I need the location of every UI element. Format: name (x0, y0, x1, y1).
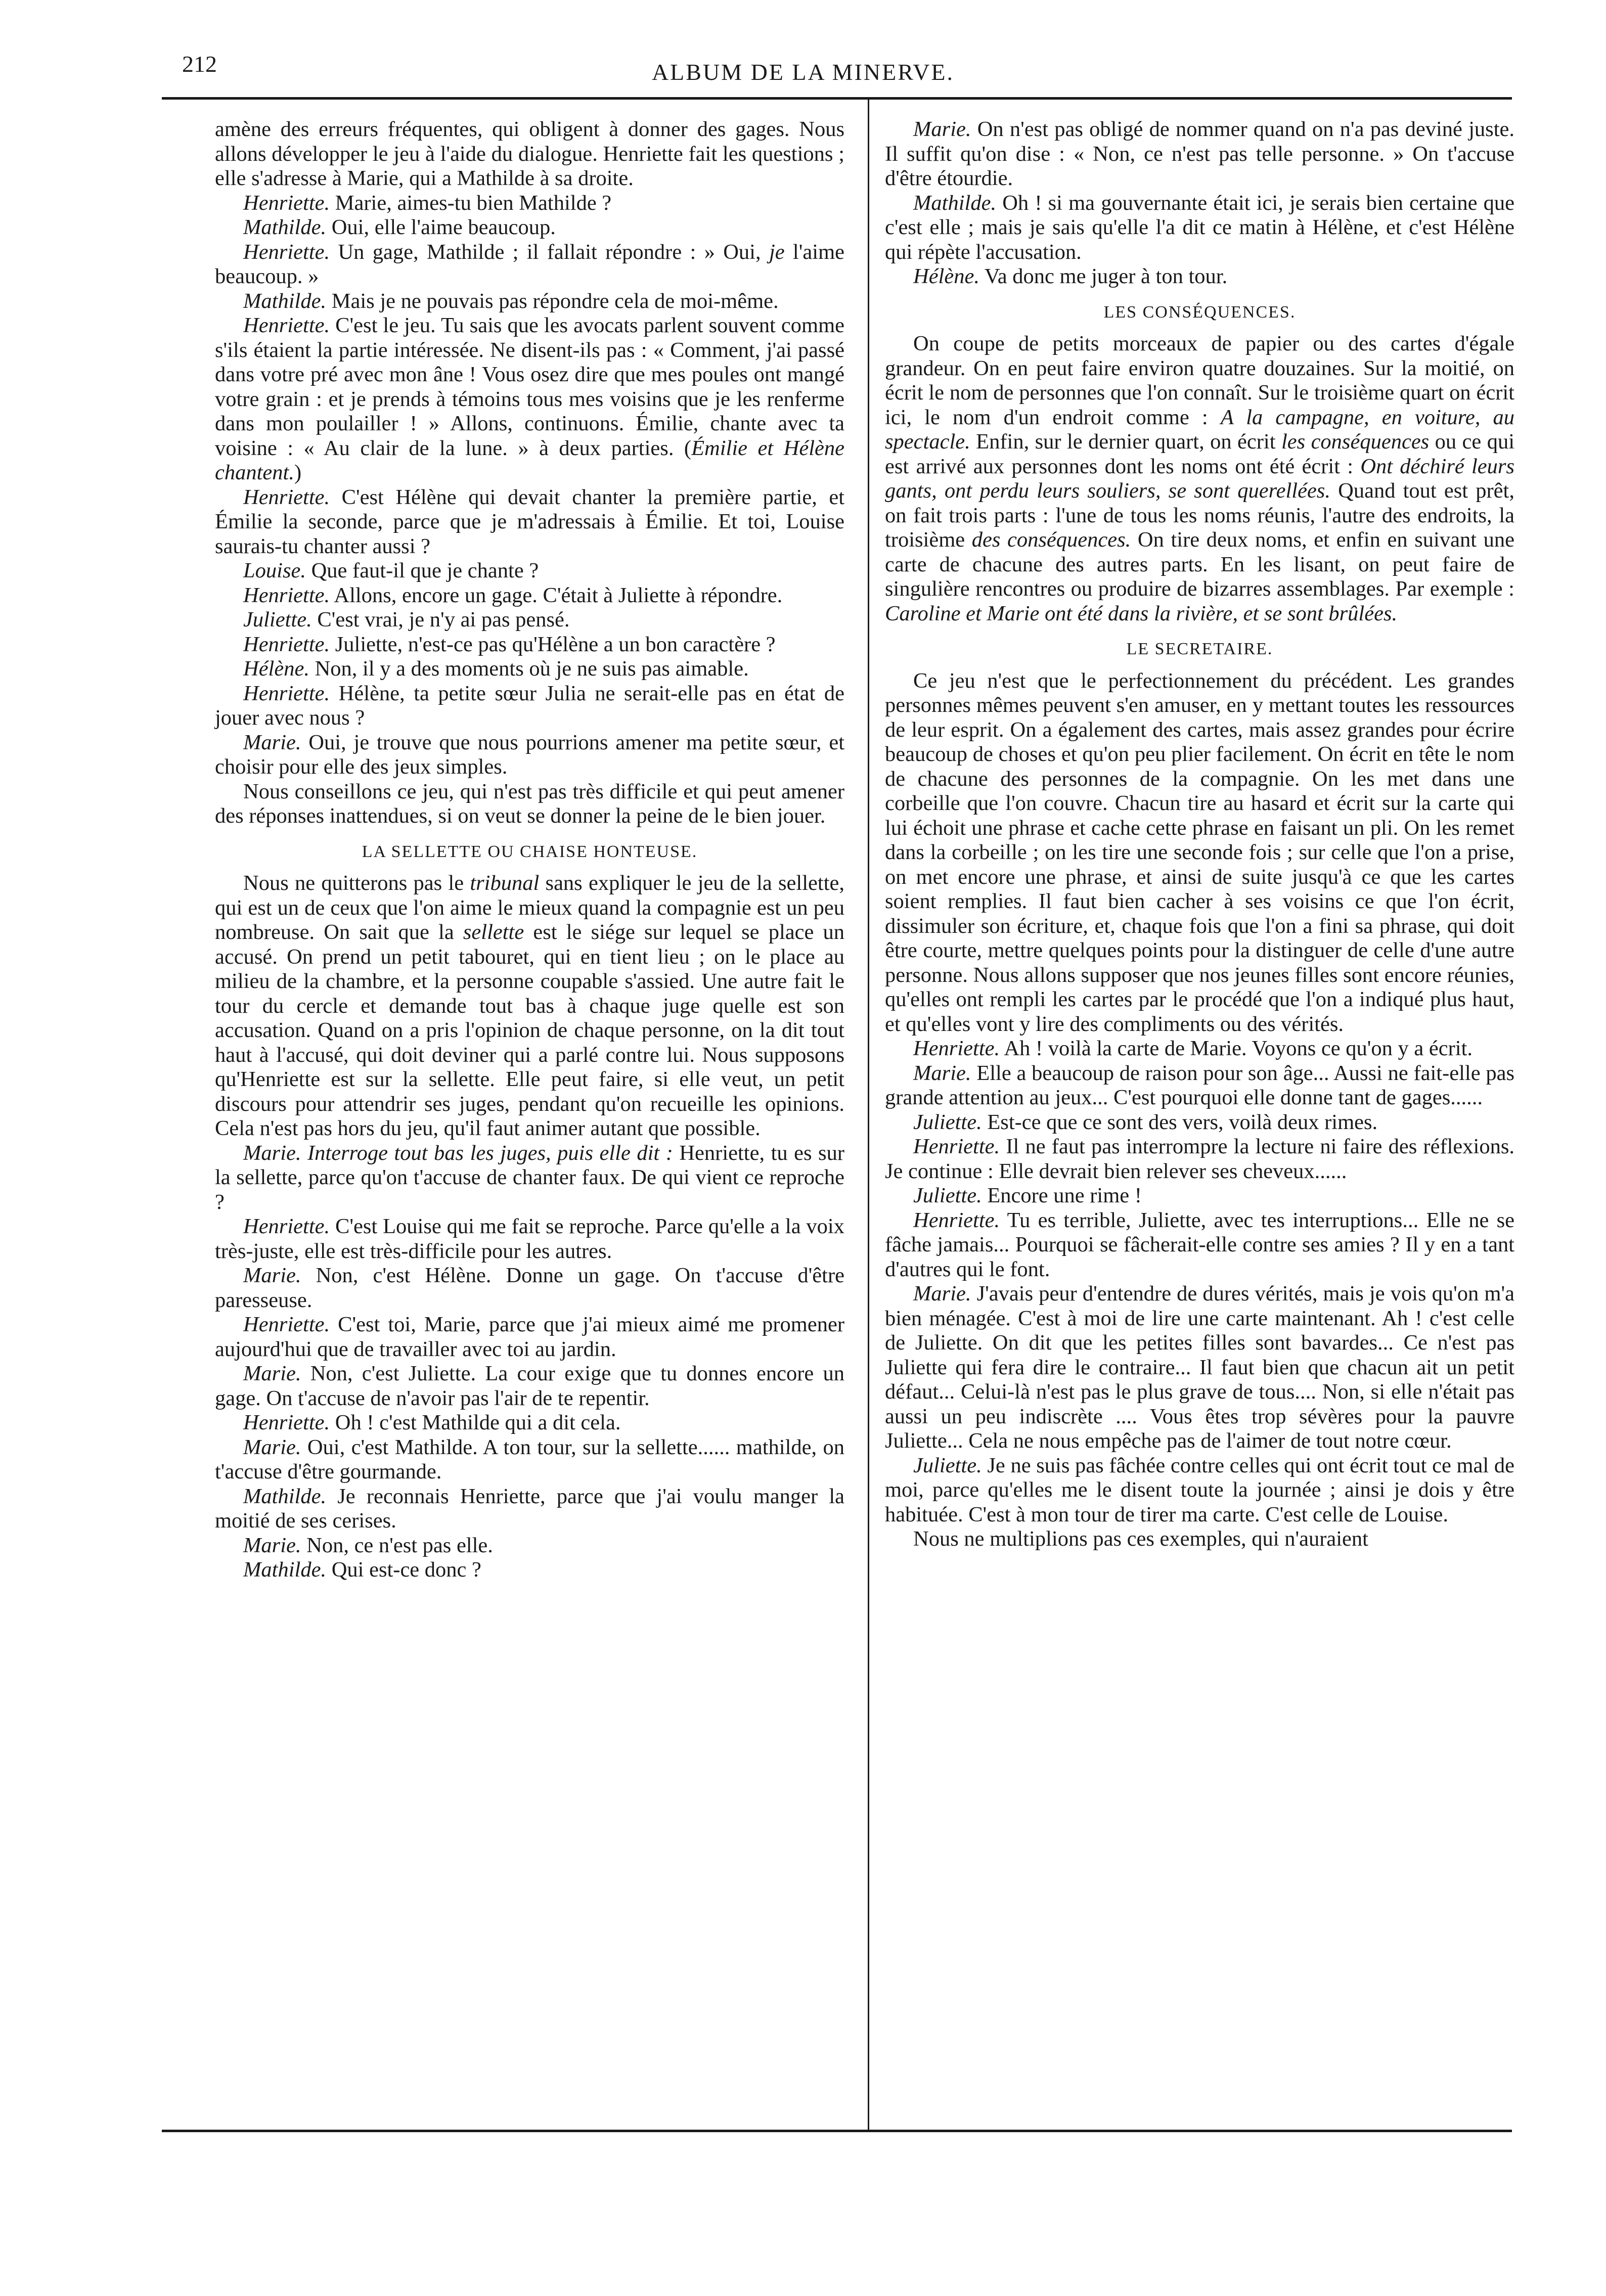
paragraph (215, 1435, 844, 1484)
italic-text: Ont déchiré leurs gants, ont perdu leurs souliers, se sont querellées. (885, 454, 1514, 503)
text-run: Mais je ne pouvais pas répondre cela de moi-même. (326, 289, 779, 313)
paragraph (885, 1110, 1514, 1135)
italic-text: Henriette. (243, 240, 330, 264)
italic-text: Émilie et Hélène chantent. (215, 436, 844, 484)
paragraph (885, 669, 1514, 1037)
paragraph (885, 1184, 1514, 1208)
text-run: ou ce qui est arrivé aux personnes dont les noms ont été écrit : (885, 430, 1514, 478)
paragraph (215, 559, 844, 583)
text-run: Non, ce n'est pas elle. (301, 1533, 493, 1557)
italic-text: Henriette. (913, 1135, 1000, 1158)
paragraph (215, 731, 844, 780)
paragraph (885, 1037, 1514, 1061)
paragraph (215, 1313, 844, 1362)
paragraph (885, 1135, 1514, 1184)
paragraph (885, 1208, 1514, 1282)
text-run: Oh ! c'est Mathilde qui a dit cela. (330, 1411, 621, 1434)
text-run: Nous conseillons ce jeu, qui n'est pas très difficile et qui peut amener des réponses inattendues, si on veut se donner la peine de le bien jouer. (215, 779, 844, 828)
paragraph (215, 1214, 844, 1264)
italic-text: Juliette. (913, 1184, 982, 1207)
text-run: Nous ne quitterons pas le (243, 871, 470, 895)
italic-text: Juliette. (243, 608, 312, 632)
paragraph (215, 1362, 844, 1411)
italic-text: Marie. (913, 117, 971, 141)
paragraph (885, 117, 1514, 191)
running-head: ALBUM DE LA MINERVE. (651, 59, 955, 85)
text-run: J'avais peur d'entendre de dures vérités, mais je vois qu'on m'a bien ménagée. C'est à moi de lire une carte maintenant. Ah ! c'est celle de Juliette. On dit que les petites filles sont bavardes... Ce n'est pas Juliette qui fera dire le contraire... Il faut bien que chacun ait un petit défaut... Celui-là n'est pas le plus grave de tous.... Non, si elle n'était pas aussi un peu indiscrète .... Vous êtes trop sévères pour la pauvre Juliette... Cela ne nous empêche pas de l'aimer de tout notre cœur. (885, 1282, 1514, 1453)
text-run: Il ne faut pas interrompre la lecture ni faire des réflexions. Je continue : Elle devrait bien relever ses cheveux...... (885, 1135, 1514, 1183)
paragraph (215, 608, 844, 633)
italic-text: Mathilde. (243, 1484, 327, 1508)
text-run: C'est vrai, je n'y ai pas pensé. (311, 608, 570, 632)
text-run: sans expliquer le jeu de la sellette, qui est un de ceux que l'on aime le mieux quand la compagnie est un peu nombreuse. On sait que la (215, 871, 844, 944)
italic-text: Henriette. (243, 313, 330, 337)
text-run: Allons, encore un gage. C'était à Juliette à répondre. (330, 583, 783, 607)
italic-text: Henriette. (243, 1214, 330, 1238)
paragraph (215, 1411, 844, 1435)
italic-text: Marie. (913, 1061, 971, 1085)
italic-text: sellette (463, 920, 524, 944)
text-run: Oui, je trouve que nous pourrions amener ma petite sœur, et choisir pour elle des jeux simples. (215, 730, 844, 779)
italic-text: Juliette. (913, 1453, 982, 1477)
paragraph (215, 780, 844, 829)
text-run: Encore une rime ! (982, 1184, 1142, 1207)
text-run: Marie, aimes-tu bien Mathilde ? (330, 191, 612, 215)
paragraph (215, 583, 844, 608)
text-run: amène des erreurs fréquentes, qui obligent à donner des gages. Nous allons développer le jeu à l'aide du dialogue. Henriette fait les questions ; elle s'adresse à Marie, qui a Mathilde à sa droite. (215, 117, 844, 190)
text-run: Juliette, n'est-ce pas qu'Hélène a un bon caractère ? (330, 632, 776, 656)
text-run: Va donc me juger à ton tour. (979, 264, 1228, 288)
text-run: C'est le jeu. Tu sais que les avocats parlent souvent comme s'ils étaient la partie intéressée. Ne disent-ils pas : « Comment, j'ai passé dans votre pré avec mon âne ! Vous osez dire que mes poules ont mangé votre grain : et je prends à témoins tous mes voisins que je les renferme dans mon poulailler ! » Allons, continuons. Émilie, chante avec ta voisine : « Au clair de la lune. » à deux parties. ( (215, 313, 844, 460)
text-run: est le siége sur lequel se place un accusé. On prend un petit tabouret, qui en tient lieu ; on le place au milieu de la chambre, et la personne coupable s'assied. Une autre fait le tour du cercle et demande tout bas à chaque juge quelle est son accusation. Quand on a pris l'opinion de chaque personne, on la dit tout haut à l'accusé, qui doit deviner qui a parlé contre lui. Nous supposons qu'Henriette est sur la sellette. Elle peut faire, si elle veut, un petit discours pour attendrir ses juges, pendant qu'on recueille les opinions. Cela n'est pas hors du jeu, qu'il faut animer autant que possible. (215, 920, 844, 1140)
right-column (885, 117, 1514, 1552)
paragraph (885, 1454, 1514, 1527)
italic-text: Marie. (243, 1533, 301, 1557)
text-run: ) (294, 461, 302, 484)
text-run: Non, c'est Hélène. Donne un gage. On t'accuse d'être paresseuse. (215, 1264, 844, 1312)
paragraph (215, 191, 844, 216)
text-run: Un gage, Mathilde ; il fallait répondre : » Oui, (330, 240, 769, 264)
italic-text: Caroline et Marie ont été dans la rivière, et se sont brûlées. (885, 601, 1398, 625)
left-column (215, 117, 844, 1583)
italic-text: Mathilde. (243, 215, 327, 239)
header-rule (162, 97, 1512, 100)
italic-text: Henriette. (243, 632, 330, 656)
text-run: Oh ! si ma gouvernante était ici, je serais bien certaine que c'est elle ; mais je sais qu'elle l'a dit ce matin à Hélène, et c'est Hélène qui répète l'accusation. (885, 191, 1514, 264)
paragraph (885, 332, 1514, 626)
column-divider (868, 98, 869, 2130)
text-run: Quand tout est prêt, on fait trois parts : l'une de tous les noms réunis, l'autre des endroits, la troisième (885, 479, 1514, 552)
text-run: C'est Louise qui me fait se reproche. Parce qu'elle a la voix très-juste, elle est très-difficile pour les autres. (215, 1214, 844, 1263)
italic-text: Henriette. (243, 681, 330, 705)
italic-text: Marie. (243, 730, 301, 754)
text-run: Oui, c'est Mathilde. A ton tour, sur la sellette...... mathilde, on t'accuse d'être gourmande. (215, 1435, 844, 1483)
text-run: Oui, elle l'aime beaucoup. (326, 215, 556, 239)
text-run: Tu es terrible, Juliette, avec tes interruptions... Elle ne se fâche jamais... Pourquoi se fâcherait-elle contre ses amies ? Il y en a tant d'autres qui le font. (885, 1208, 1514, 1281)
text-run: C'est Hélène qui devait chanter la première partie, et Émilie la seconde, parce que je m'adressais à Émilie. Et toi, Louise saurais-tu chanter aussi ? (215, 485, 844, 558)
italic-text: Marie. (243, 1362, 301, 1385)
paragraph (215, 117, 844, 191)
italic-text: je (769, 240, 785, 264)
text-run: Est-ce que ce sont des vers, voilà deux rimes. (982, 1110, 1378, 1134)
paragraph (215, 871, 844, 1141)
paragraph (215, 633, 844, 657)
paragraph (885, 1061, 1514, 1110)
italic-text: Henriette. (243, 485, 330, 509)
paragraph (885, 264, 1514, 289)
paragraph (215, 1264, 844, 1313)
italic-text: tribunal (470, 871, 540, 895)
italic-text: Louise. (243, 559, 306, 582)
text-run: Je reconnais Henriette, parce que j'ai voulu manger la moitié de ses cerises. (215, 1484, 844, 1533)
italic-text: Mathilde. (913, 191, 997, 215)
paragraph (885, 1527, 1514, 1552)
text-run: Ah ! voilà la carte de Marie. Voyons ce qu'on y a écrit. (1000, 1037, 1473, 1060)
text-run: On n'est pas obligé de nommer quand on n'a pas deviné juste. Il suffit qu'on dise : « Non, ce n'est pas telle personne. » On t'accuse d'être étourdie. (885, 117, 1514, 190)
text-run: Ce jeu n'est que le perfectionnement du précédent. Les grandes personnes mêmes peuvent s'en amuser, en y mettant toutes les ressources de leur esprit. On a également des cartes, mais assez grandes pour écrire beaucoup de choses et qu'on peu plier facilement. On écrit en tête le nom de chacune des personnes de la compagnie. On les met dans une corbeille que l'on couvre. Chacun tire au hasard et écrit sur la carte qui lui échoit une phrase et cache cette phrase en faisant un pli. On les remet dans la corbeille ; on les tire une seconde fois ; sur celle que l'on a prise, on met encore une phrase, et ainsi de suite jusqu'à ce que les cartes soient remplies. Il faut bien cacher à ses voisins ce que l'on écrit, dissimuler son écriture, et, chaque fois que l'on a fini sa phrase, qui doit être courte, mettre quelques points pour la distinguer de celle d'une autre personne. Nous allons supposer que nos jeunes filles sont encore réunies, qu'elles ont rempli les cartes par le procédé que l'on a indiqué plus haut, et qu'elles vont y lire des compliments ou des vérités. (885, 668, 1514, 1036)
paragraph (885, 191, 1514, 265)
text-run: Henriette, tu es sur la sellette, parce qu'on t'accuse de chanter faux. De qui vient ce reproche ? (215, 1141, 845, 1214)
italic-text: les conséquences (1281, 430, 1430, 454)
italic-text: des conséquences. (971, 528, 1131, 552)
text-run: C'est toi, Marie, parce que j'ai mieux aimé me promener aujourd'hui que de travailler avec toi au jardin. (215, 1313, 844, 1361)
text-run: On tire deux noms, et enfin en suivant une carte de chacune des autres parts. En les lisant, on peut faire de singulière rencontres ou produire de bizarres assemblages. Par exemple : (885, 528, 1514, 601)
paragraph (215, 682, 844, 731)
italic-text: Henriette. (913, 1208, 1000, 1232)
italic-text: Marie. (243, 1264, 301, 1287)
text-run: l'aime beaucoup. » (215, 240, 844, 288)
text-run: Que faut-il que je chante ? (305, 559, 539, 582)
italic-text: Henriette. (243, 191, 330, 215)
italic-text: A la campagne, en voiture, au spectacle. (885, 405, 1514, 454)
italic-text: Henriette. (243, 1411, 330, 1434)
section-heading: LA SELLETTE OU CHAISE HONTEUSE. (362, 842, 698, 861)
paragraph (215, 1484, 844, 1534)
text-run: Je ne suis pas fâchée contre celles qui ont écrit tout ce mal de moi, parce qu'elles me le disent toute la journée ; ainsi je dois y être habituée. C'est à mon tour de tirer ma carte. C'est celle de Louise. (885, 1453, 1514, 1526)
paragraph (215, 289, 844, 314)
italic-text: Marie. (913, 1282, 971, 1305)
paragraph (215, 215, 844, 240)
paragraph (215, 1141, 844, 1215)
footer-rule (162, 2130, 1512, 2132)
text-run: Non, il y a des moments où je ne suis pas aimable. (309, 657, 749, 681)
text-run: Qui est-ce donc ? (326, 1558, 481, 1582)
paragraph (215, 240, 844, 289)
italic-text: Mathilde. (243, 1558, 327, 1582)
italic-text: Hélène. (243, 657, 309, 681)
page-number: 212 (182, 51, 217, 77)
section-heading: LES CONSÉQUENCES. (1103, 302, 1296, 322)
text-run: Elle a beaucoup de raison pour son âge... Aussi ne fait-elle pas grande attention au jeux... C'est pourquoi elle donne tant de gages...... (885, 1061, 1514, 1109)
paragraph (215, 313, 844, 485)
italic-text: Henriette. (913, 1037, 1000, 1060)
italic-text: Marie. (243, 1435, 301, 1459)
italic-text: Henriette. (243, 1313, 330, 1336)
text-run: On coupe de petits morceaux de papier ou des cartes d'égale grandeur. On en peut faire environ quatre douzaines. Sur la moitié, on écrit le nom de personnes que l'on connaît. Sur le troisième quart on écrit ici, le nom d'un endroit comme : (885, 332, 1514, 429)
italic-text: Mathilde. (243, 289, 327, 313)
italic-text: Henriette. (243, 583, 330, 607)
paragraph (215, 657, 844, 682)
text-run: Enfin, sur le dernier quart, on écrit (970, 430, 1281, 454)
paragraph (215, 1534, 844, 1558)
paragraph (885, 1282, 1514, 1454)
italic-text: Juliette. (913, 1110, 982, 1134)
paragraph (215, 485, 844, 559)
italic-text: Hélène. (913, 264, 979, 288)
text-run: Non, c'est Juliette. La cour exige que tu donnes encore un gage. On t'accuse de n'avoir pas l'air de te repentir. (215, 1362, 844, 1410)
section-heading: LE SECRETAIRE. (1126, 640, 1273, 658)
italic-text: Marie. Interroge tout bas les juges, puis elle dit : (243, 1141, 673, 1165)
text-run: Hélène, ta petite sœur Julia ne serait-elle pas en état de jouer avec nous ? (215, 681, 844, 730)
paragraph (215, 1558, 844, 1583)
text-run: Nous ne multiplions pas ces exemples, qui n'auraient (913, 1527, 1368, 1551)
